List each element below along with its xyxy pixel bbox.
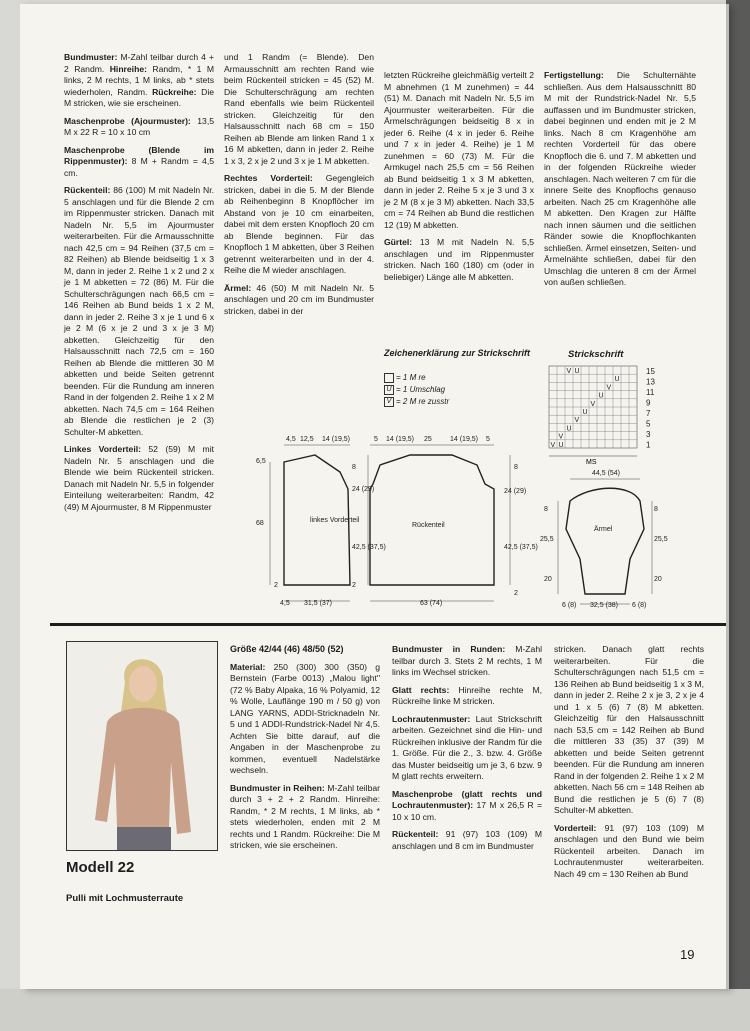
- blank-square-icon: [384, 373, 394, 383]
- rechtes-vorderteil-paragraph: Rechtes Vorderteil: Gegengleich stricken, dabei in die 5. M der Blende ab Reihenbeginn 8 Knopflöcher im Abstand von je 10 cm einarbeiten, dabei mit dem ersten Knopfloch 20 cm ab Blende beginnen. Für das Knopfloch 1 M abketten, über 3 Reihen getrennt weiterarbeiten und in der 4. Reihe die M wieder anschlagen.: [224, 173, 374, 275]
- back-piece-label: Rückenteil: [412, 522, 445, 529]
- scan-background: [0, 989, 750, 1031]
- front-piece-label: linkes Vorderteil: [310, 517, 360, 524]
- svg-text:6 (8): 6 (8): [632, 602, 647, 609]
- svg-text:24 (29): 24 (29): [504, 488, 527, 495]
- chart-row-number: 9: [646, 398, 651, 408]
- column-4: [544, 70, 696, 295]
- svg-text:20: 20: [544, 576, 552, 583]
- yarn-over-icon: U: [384, 385, 394, 395]
- rueckenteil-model-paragraph: Rückenteil: 91 (97) 103 (109) M anschlagen und 8 cm im Bundmuster: [392, 829, 543, 851]
- yarn-over-symbol: U: [582, 409, 588, 416]
- model-subtitle: Pulli mit Lochmusterraute: [66, 893, 184, 904]
- binding-edge: [726, 0, 750, 1031]
- yarn-over-symbol: U: [566, 425, 572, 433]
- model-column-1: [230, 644, 380, 858]
- legend-title: Zeichenerklärung zur Strickschrift: [384, 348, 531, 358]
- sleeve-label: Ärmel: [594, 526, 613, 533]
- vorderteil-continued: und 1 Randm (= Blende). Den Armausschnitt am rechten Rand wie beim Rückenteil stricken = 45 (52) M. Die Schulterschrägung am rechten Rand ebenfalls wie beim Rückenteil stricken. Gleichzeitig für den Halsausschnitt nach 68 cm = 150 Reihen ab Blende am linken Rand 1 x 16 M abketten, dann in jeder 2. Reihe 1 x 3, 2 x je 2 und 3 x je 1 M abketten.: [224, 52, 374, 166]
- svg-text:2: 2: [274, 582, 278, 589]
- svg-text:5: 5: [374, 436, 378, 443]
- bundmuster-runden-paragraph: Bundmuster in Runden: M-Zahl teilbar durch 3. Stets 2 M rechts, 1 M links im Wechsel stricken.: [392, 644, 543, 677]
- chart-row-number: 11: [646, 388, 655, 397]
- svg-text:68: 68: [256, 520, 264, 527]
- svg-text:24 (29): 24 (29): [352, 486, 375, 493]
- ms-label: MS: [586, 459, 597, 466]
- bundmuster-reihen-paragraph: Bundmuster in Reihen: M-Zahl teilbar durch 3 + 2 + 2 Randm. Hinreihe: Randm, * 2 M rechts, 1 M links, ab * stets wiederholen, enden mit 2 M rechts und 1 Randm. Rückreihe: Die M stricken, wie sie erscheinen.: [230, 782, 380, 850]
- svg-text:2: 2: [352, 582, 356, 589]
- k2tog-icon: V: [384, 397, 394, 407]
- svg-text:4,5: 4,5: [286, 436, 296, 443]
- svg-text:42,5 (37,5): 42,5 (37,5): [352, 544, 386, 551]
- svg-text:6 (8): 6 (8): [562, 602, 577, 609]
- maschenprobe-paragraph: Maschenprobe (glatt rechts und Lochrautenmuster): 17 M x 26,5 R = 10 x 10 cm.: [392, 788, 542, 822]
- svg-text:32,5 (38): 32,5 (38): [590, 602, 619, 609]
- svg-text:31,5 (37): 31,5 (37): [304, 600, 333, 607]
- column-2: [224, 52, 374, 323]
- model-column-3: [554, 644, 704, 886]
- chart-row-number: 15: [646, 367, 655, 376]
- guertel-paragraph: Gürtel: 13 M mit Nadeln N. 5,5 anschlagen und im Rippenmuster stricken. Nach 160 (180) cm (oder in beliebiger) Länge alle M abketten.: [384, 237, 535, 282]
- svg-text:12,5: 12,5: [300, 436, 314, 443]
- svg-text:5: 5: [486, 436, 490, 443]
- size-line: Größe 42/44 (46) 48/50 (52): [230, 644, 344, 654]
- svg-text:6,5: 6,5: [256, 458, 266, 465]
- svg-text:42,5 (37,5): 42,5 (37,5): [504, 544, 538, 551]
- maschenprobe-ajour: Maschenprobe (Ajourmuster): 13,5 M x 22 R = 10 x 10 cm: [64, 115, 214, 137]
- model-column-2: [392, 644, 542, 858]
- chart-row-number: 13: [646, 377, 655, 387]
- k2tog-symbol: V: [558, 433, 564, 441]
- svg-text:20: 20: [654, 576, 662, 583]
- model-illustration: [67, 642, 217, 850]
- vorderteil-paragraph: Vorderteil: 91 (97) 103 (109) M anschlagen und den Bund wie beim Rückenteil arbeiten. Danach im Lochrautenmuster weiterarbeiten. Nach 49 cm = 130 Reihen ab Bund: [554, 822, 705, 879]
- k2tog-symbol: V: [574, 417, 580, 425]
- svg-text:4,5: 4,5: [280, 600, 290, 607]
- garment-schematics: [240, 429, 720, 614]
- lochrauten-paragraph: Lochrautenmuster: Laut Strickschrift arbeiten. Gezeichnet sind die Hin- und Rückreihen inklusive der Randm für die 1. Größe. Für die 2., 3. bzw. 4. Größe das Muster beidseitig um je 3, 6 bzw. 9 M glatt rechts erweitern.: [392, 713, 542, 781]
- chart-row-number: 7: [646, 409, 651, 418]
- chart-title: Strickschrift: [568, 349, 624, 360]
- legend-item: V = 2 M re zusstr: [384, 396, 449, 408]
- k2tog-symbol: V: [606, 384, 612, 392]
- yarn-over-symbol: U: [598, 392, 604, 400]
- magazine-page: [20, 4, 726, 989]
- bundmuster-paragraph: Bundmuster: M-Zahl teilbar durch 4 + 2 Randm. Hinreihe: Randm, * 1 M links, 2 M rechts, 1 M links, ab * stets wiederholen, Randm. Rückreihe: Die M stricken, wie sie erscheinen.: [64, 52, 215, 108]
- linkes-vorderteil-paragraph: Linkes Vorderteil: 52 (59) M mit Nadeln Nr. 5 anschlagen und die Blende wie beim Rückenteil stricken. Danach mit Nadeln Nr. 5,5 in folgender Einteilung weiterarbeiten: Randm, 42 (49) M Ajourmuster, 8 M Rippenmuster: [64, 444, 215, 512]
- yarn-over-symbol: U: [614, 376, 620, 384]
- material-paragraph: Material: 250 (300) 300 (350) g Bernstein (Farbe 0013) „Malou light" (72 % Baby Alpaka, 16 % Polyamid, 12 % Wolle, Lauflänge 190 m / 50 g) von LANG YARNS, ADDI-Stricknadeln Nr. 5 und 1 ADDI-Rundstrick-Nadel Nr 4,5. Achten Sie bitte darauf, auf die Angaben in der Maschenprobe zu kommen, eventuell Nadelstärke wechseln.: [230, 661, 380, 775]
- k2tog-symbol: V: [590, 400, 596, 408]
- svg-text:8: 8: [514, 464, 518, 471]
- svg-text:14 (19,5): 14 (19,5): [322, 436, 351, 443]
- page-number: 19: [680, 947, 695, 962]
- column-1: [64, 52, 214, 519]
- svg-text:25,5: 25,5: [540, 536, 554, 543]
- chart-row-number: 3: [646, 430, 651, 439]
- svg-text:14 (19,5): 14 (19,5): [386, 436, 415, 443]
- rueckenteil-continued: stricken. Danach glatt rechts weiterarbeiten. Für die Schulterschrägungen nach 51,5 cm = 136 Reihen ab Bund beidseitig 1 x 3 M, dann in jeder 2. Reihe 2 x je 3, 2 x je 4 und 1 x 5 (6) 7 (8) M abketten. Gleichzeitig für den Halsausschnitt nach 53,5 cm = 142 Reihen ab Bund die mittleren 33 (35) 37 (39) M abketten und beide Seiten getrennt beenden. Für die Rundung am inneren Rand in der folgenden 2. Reihe 1 x 2 M abketten. Nach 56 cm = 148 Reihen ab Bund die restlichen je 5 (6) 7 (8) Schulter-M abketten.: [554, 644, 705, 815]
- svg-text:25,5: 25,5: [654, 536, 668, 543]
- svg-text:63 (74): 63 (74): [420, 600, 443, 607]
- svg-text:25: 25: [424, 436, 432, 443]
- legend-item: = 1 M re: [384, 372, 449, 384]
- svg-text:8: 8: [352, 464, 356, 471]
- k2tog-symbol: V: [566, 368, 572, 375]
- model-title: Modell 22: [66, 859, 135, 876]
- sleeve-outline: [566, 488, 644, 594]
- section-divider: [50, 623, 726, 626]
- legend-list: [384, 372, 449, 408]
- legend-item: U = 1 Umschlag: [384, 384, 449, 396]
- aermel-paragraph: Ärmel: 46 (50) M mit Nadeln Nr. 5 anschlagen und 20 cm im Bundmuster stricken, dabei in der: [224, 282, 374, 316]
- svg-text:8: 8: [654, 506, 658, 513]
- model-photo: [66, 641, 218, 851]
- yarn-over-symbol: U: [574, 368, 580, 375]
- chart-row-number: 1: [646, 440, 651, 450]
- svg-text:44,5 (54): 44,5 (54): [592, 470, 621, 477]
- svg-text:8: 8: [544, 506, 548, 513]
- column-3: [384, 70, 534, 289]
- yarn-over-symbol: U: [558, 441, 564, 449]
- k2tog-symbol: V: [550, 441, 556, 449]
- fertigstellung-paragraph: Fertigstellung: Die Schulternähte schließen. Aus dem Halsausschnitt 80 M mit der Rundstrick-Nadel Nr. 5,5 auffassen und im Bundmuster stricken, dabei beginnen und enden mit je 2 M links. Nach 8 cm Kragenhöhe am rechten Vorderteil für das obere Knopfloch die 6. und 7. M abketten und in der folgenden Rückreihe wieder anschlagen. Nach weiteren 7 cm für die innere Seite des Knopflochs genauso arbeiten. Nach 25 cm Kragenhöhe alle M abketten. Den Kragen zur Hälfte nach innen säumen und die seitlichen Ränder sowie die Knopflochkanten schließen. Ärmel einsetzen, Seiten- und Ärmelnähte schließen, dabei für den Umschlag die unteren 8 cm der Ärmel von außen schließen.: [544, 70, 696, 287]
- rueckenteil-paragraph: Rückenteil: 86 (100) M mit Nadeln Nr. 5 anschlagen und für die Blende 2 cm im Rippenmuster stricken. Danach mit Nadeln Nr. 5,5 im Ajourmuster weiterarbeiten. Für die Armausschnitte nach 42,5 cm = 94 Reihen (37,5 cm = 82 Reihen) ab Blende beidseitig 1 x 3 M, dann in jeder 2. Reihe 1 x 2 und 2 x je 1 M abketten = 72 (86) M. Für die Schulterschrägungen nach 66,5 cm = 146 Reihen ab Bund beids 1 x 2 M, dann in jeder 2. Reihe 3 x je 1 und 6 x je 2 M (6 x je 2 und 3 x je 3 M) abketten. Gleichzeitig für den Halsausschnitt nach 72,5 cm = 160 Reihen ab Blende die mittleren 30 M abketten und beide Seiten getrennt beenden. Für die Rundung am inneren Rand in der folgenden 2. Reihe 1 x 2 M abketten. Nach 74,5 cm = 164 Reihen ab Blende die restlichen je 2 (3) Schulter-M abketten.: [64, 185, 214, 437]
- glatt-rechts-paragraph: Glatt rechts: Hinreihe rechte M, Rückreihe linke M stricken.: [392, 684, 542, 706]
- svg-text:2: 2: [514, 590, 518, 597]
- back-piece-outline: [370, 455, 494, 585]
- aermel-continued: letzten Rückreihe gleichmäßig verteilt 2 M abnehmen (1 M zunehmen) = 44 (51) M. Danach mit Nadeln Nr. 5,5 im Ajourmuster weiterarbeiten. Für die Ärmelschrägungen beidseitig 8 x in jeder 6. Reihe (4 x in jeder 6. Reihe und 7 x in jeder 4. Reihe) je 1 M zunehmen = 60 (73) M. Für die Armkugel nach 25,5 cm = 56 Reihen ab Bund beidseitig 1 x 3 M abketten, dann in jeder 2. Reihe 5 x je 3 und 3 x je 2 M (8 x je 3 M) abketten. Nach 33,5 cm = 74 Reihen ab Bund die restlichen 12 (19) M abketten.: [384, 70, 534, 230]
- chart-row-number: 5: [646, 419, 651, 429]
- svg-text:14 (19,5): 14 (19,5): [450, 436, 479, 443]
- maschenprobe-blende: Maschenprobe (Blende im Rippenmuster): 8 M + Randm = 4,5 cm.: [64, 144, 214, 178]
